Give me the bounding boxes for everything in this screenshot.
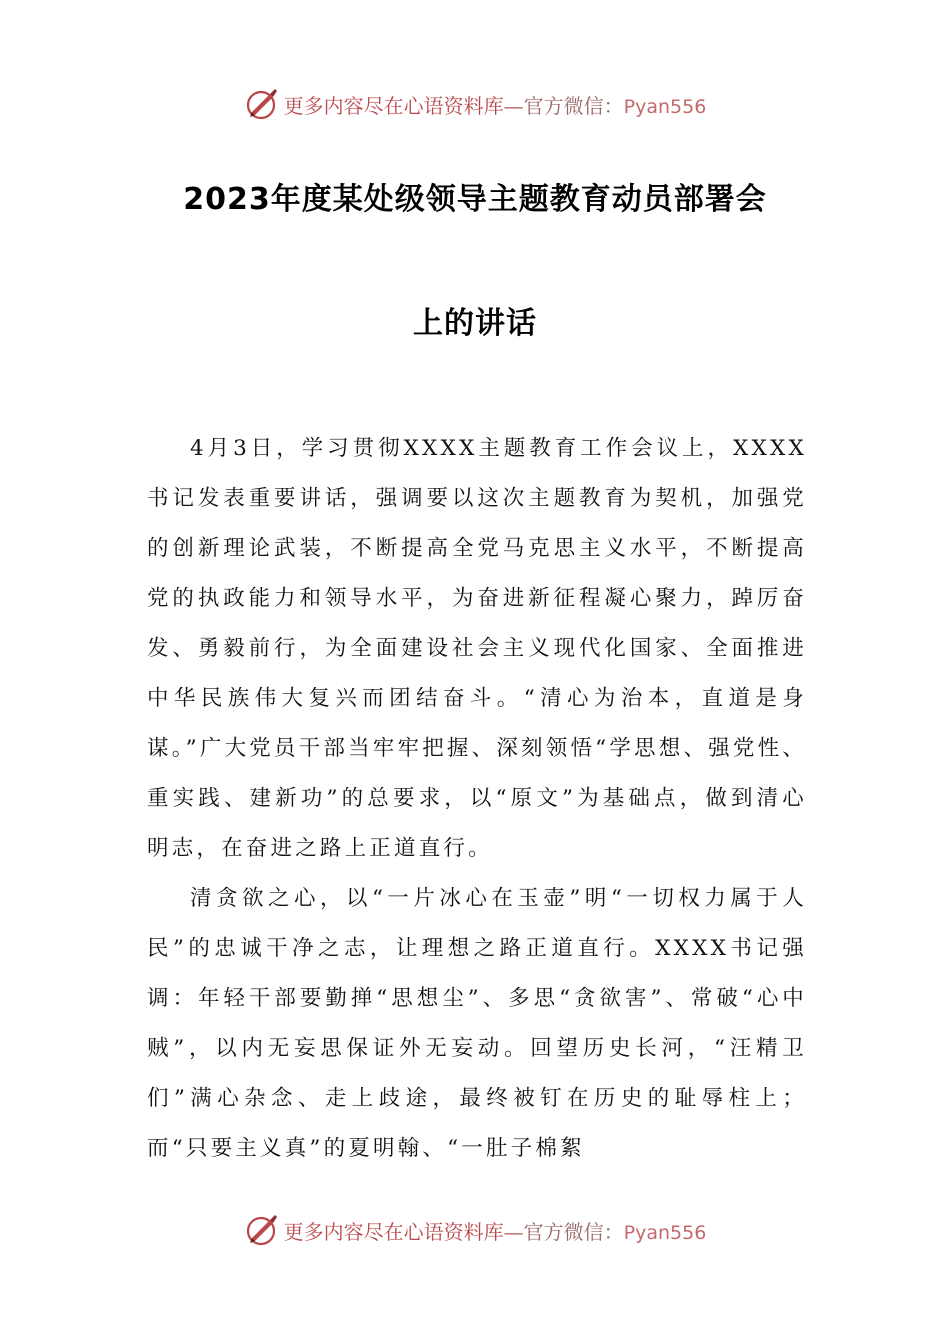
document-title-line-1: 2023年度某处级领导主题教育动员部署会	[183, 182, 767, 217]
watermark-dash: —	[503, 93, 524, 118]
pen-logo-icon	[244, 1212, 280, 1248]
body-paragraph-1: 4月3日，学习贯彻XXXX主题教育工作会议上，XXXX书记发表重要讲话，强调要以这次主题教育为契机，加强党的创新理论武装，不断提高全党马克思主义水平，不断提高党的执政能力和领导水平，为奋进新征程凝心聚力，踔厉奋发、勇毅前行，为全面建设社会主义现代化国家、全面推进中华民族伟大复兴而团结奋斗。“清心为治本，直道是身谋。”广大党员干部当牢牢把握、深刻领悟“学思想、强党性、重实践、建新功”的总要求，以“原文”为基础点，做到清心明志，在奋进之路上正道直行。	[147, 436, 807, 861]
body-paragraph-2: 清贪欲之心，以“一片冰心在玉壶”明“一切权力属于人民”的忠诚干净之志，让理想之路正道直行。XXXX书记强调：年轻干部要勤掸“思想尘”、多思“贪欲害”、常破“心中贼”，以内无妄思保证外无妄动。回望历史长河，“汪精卫们”满心杂念、走上歧途，最终被钉在历史的耻辱柱上；而“只要主义真”的夏明翰、“一肚子棉絮	[147, 886, 807, 1161]
header-watermark	[0, 80, 950, 128]
pen-logo-icon	[244, 86, 280, 122]
document-body	[147, 424, 807, 1174]
watermark-main: 更多内容尽在心语资料库	[283, 1219, 504, 1244]
watermark-text	[284, 1216, 707, 1245]
watermark-official: 官方微信：	[523, 1219, 624, 1244]
watermark-main: 更多内容尽在心语资料库	[283, 93, 504, 118]
watermark-text	[284, 90, 707, 119]
footer-watermark	[0, 1206, 950, 1254]
watermark-id: Pyan556	[623, 95, 707, 118]
watermark-dash: —	[503, 1219, 524, 1244]
watermark-id: Pyan556	[623, 1221, 707, 1244]
document-title-line-2: 上的讲话	[413, 306, 537, 341]
watermark-official: 官方微信：	[523, 93, 624, 118]
